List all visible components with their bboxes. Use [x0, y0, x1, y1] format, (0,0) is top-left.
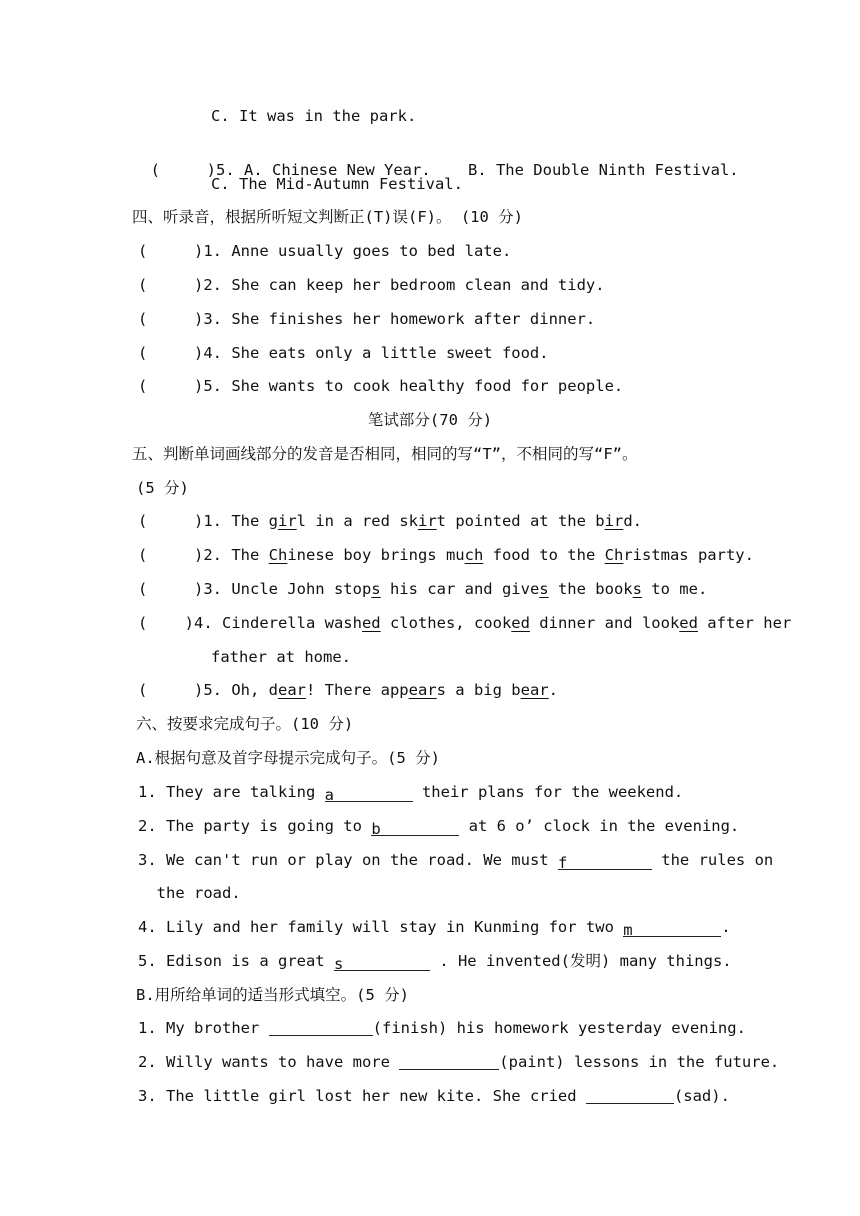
sentence-text: ( )5. Oh, d	[138, 681, 278, 699]
sentence-text: Edison is a great	[166, 952, 334, 970]
underlined-letters: ear	[520, 681, 549, 699]
item-number: 1.	[138, 1019, 166, 1037]
underlined-letters: Ch	[604, 546, 624, 564]
section4-item-5: ( )5. She wants to cook healthy food for people.	[138, 377, 624, 395]
partB-item-1	[138, 1018, 746, 1038]
partB-item-2	[138, 1052, 779, 1072]
sentence-text: food to the	[483, 546, 605, 564]
underlined-letters: ir	[604, 512, 624, 530]
partA-item-2	[138, 816, 739, 836]
section4-title: 四、听录音，根据所听短文判断正(T)误(F)。 (10 分)	[132, 208, 523, 226]
underlined-letters: ed	[361, 614, 381, 632]
sentence-text: ristmas party.	[623, 546, 754, 564]
sentence-text: Willy wants to have more	[166, 1053, 400, 1071]
sentence-text: .	[721, 918, 731, 936]
sentence-text: dinner and look	[529, 614, 680, 632]
partA-item-5	[138, 951, 732, 971]
section5-title-line2: (5 分)	[136, 479, 189, 497]
section4-item-3: ( )3. She finishes her homework after dinner.	[138, 310, 596, 328]
underlined-letters: Ch	[268, 546, 288, 564]
section4-item-2: ( )2. She can keep her bedroom clean and tidy.	[138, 276, 605, 294]
section5-item-1	[138, 511, 642, 531]
sentence-text: the rules on	[651, 851, 774, 869]
sentence-text: .	[548, 681, 558, 699]
partA-item-3-cont	[138, 883, 241, 903]
item-number: 3.	[138, 1087, 166, 1105]
sentence-text: their plans for the weekend.	[412, 783, 684, 801]
sentence-text: inese boy brings mu	[287, 546, 465, 564]
sentence-text: d.	[623, 512, 642, 530]
sentence-text: at 6 o’ clock in the evening.	[459, 817, 740, 835]
sentence-text: We can't run or play on the road. We must	[166, 851, 558, 869]
section5-item-2	[138, 545, 754, 565]
item-number: 4.	[138, 918, 166, 936]
item-number	[138, 884, 157, 902]
sentence-text: ( )1. The g	[138, 512, 278, 530]
answer-blank[interactable]	[399, 1053, 499, 1070]
sentence-text: My brother	[166, 1019, 269, 1037]
partA-item-3	[138, 850, 773, 870]
section4-item-1: ( )1. Anne usually goes to bed late.	[138, 242, 512, 260]
answer-blank[interactable]: f	[558, 853, 652, 870]
sentence-text: (finish) his homework yesterday evening.	[372, 1019, 746, 1037]
partB-item-3	[138, 1086, 730, 1106]
section6-partA-title: A.根据句意及首字母提示完成句子。(5 分)	[136, 749, 440, 767]
sentence-text: ( )4. Cinderella wash	[138, 614, 362, 632]
section5-item-4	[138, 613, 791, 633]
sentence-text: (sad).	[673, 1087, 730, 1105]
sentence-text: t pointed at the b	[436, 512, 605, 530]
answer-blank[interactable]: b	[371, 819, 459, 836]
underlined-letters: ch	[464, 546, 484, 564]
underlined-letters: ir	[277, 512, 297, 530]
sentence-text: ! There app	[305, 681, 409, 699]
q4-option-c: C. It was in the park.	[211, 107, 417, 125]
section6-title: 六、按要求完成句子。(10 分)	[136, 715, 354, 733]
answer-blank[interactable]: m	[623, 920, 721, 937]
answer-blank[interactable]: s	[334, 954, 430, 971]
q5-option-a: A. Chinese New Year.	[244, 161, 431, 179]
section5-item-5	[138, 680, 558, 700]
item-number: 1.	[138, 783, 166, 801]
sentence-text: (paint) lessons in the future.	[499, 1053, 780, 1071]
q5-option-c: C. The Mid-Autumn Festival.	[211, 175, 463, 193]
answer-blank[interactable]	[586, 1087, 674, 1104]
section5-title-line1: 五、判断单词画线部分的发音是否相同，相同的写“T”，不相同的写“F”。	[132, 445, 638, 463]
partA-item-1	[138, 782, 683, 802]
sentence-text: the road.	[156, 884, 241, 902]
answer-blank[interactable]: a	[325, 785, 413, 802]
sentence-text: clothes, cook	[380, 614, 512, 632]
sentence-text: The party is going to	[166, 817, 372, 835]
item-number: 2.	[138, 1053, 166, 1071]
sentence-text: . He invented(发明) many things.	[429, 952, 732, 970]
underlined-letters: s	[371, 580, 381, 598]
sentence-text: ( )3. Uncle John stop	[138, 580, 372, 598]
underlined-letters: s	[539, 580, 549, 598]
section5-item-3	[138, 579, 707, 599]
section5-item-4-cont	[211, 647, 351, 667]
sentence-text: father at home.	[211, 648, 351, 666]
item-number: 2.	[138, 817, 166, 835]
written-part-title: 笔试部分(70 分)	[367, 411, 493, 429]
sentence-text: his car and give	[380, 580, 540, 598]
underlined-letters: ear	[277, 681, 306, 699]
item-number: 5.	[138, 952, 166, 970]
sentence-text: ( )2. The	[138, 546, 269, 564]
underlined-letters: ir	[417, 512, 437, 530]
q5-option-b: B. The Double Ninth Festival.	[467, 161, 739, 179]
sentence-text: They are talking	[166, 783, 325, 801]
underlined-letters: ed	[511, 614, 530, 632]
sentence-text: the book	[548, 580, 633, 598]
sentence-text: after her	[697, 614, 792, 632]
sentence-text: The little girl lost her new kite. She cried	[166, 1087, 586, 1105]
q5-paren: ( )5.	[150, 161, 235, 179]
underlined-letters: ed	[679, 614, 698, 632]
sentence-text: s a big b	[436, 681, 521, 699]
answer-blank[interactable]	[269, 1019, 373, 1036]
partA-item-4	[138, 917, 731, 937]
item-number: 3.	[138, 851, 166, 869]
section6-partB-title: B.用所给单词的适当形式填空。(5 分)	[136, 986, 409, 1004]
underlined-letters: ear	[408, 681, 437, 699]
sentence-text: l in a red sk	[296, 512, 418, 530]
underlined-letters: s	[632, 580, 642, 598]
sentence-text: Lily and her family will stay in Kunming for two	[166, 918, 624, 936]
section4-item-4: ( )4. She eats only a little sweet food.	[138, 344, 549, 362]
sentence-text: to me.	[641, 580, 708, 598]
